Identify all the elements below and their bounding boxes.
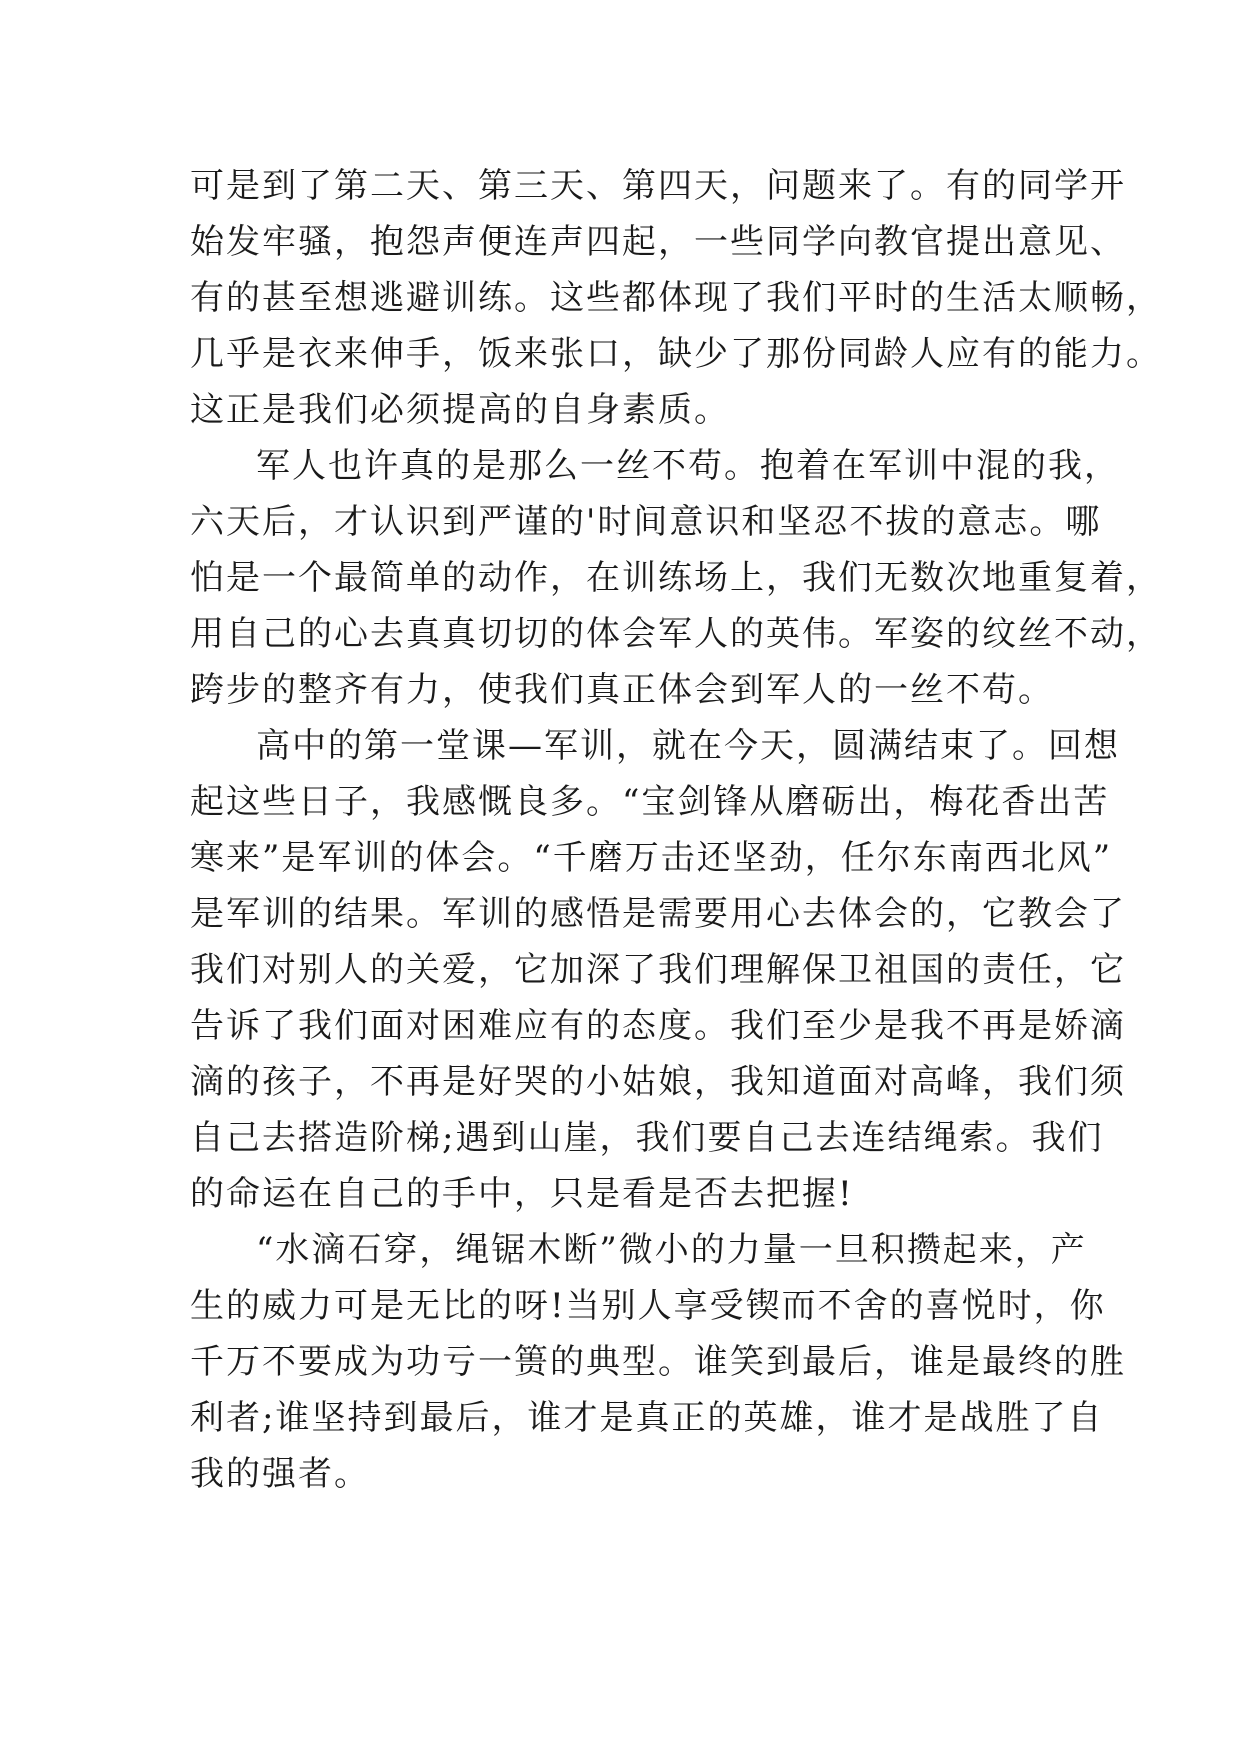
text-line: 是军训的结果。军训的感悟是需要用心去体会的，它教会了 bbox=[190, 894, 1126, 934]
paragraph-first-line: 高中的第一堂课—军训，就在今天，圆满结束了。回想 bbox=[256, 726, 1120, 766]
text-line: 的命运在自己的手中，只是看是否去把握! bbox=[190, 1174, 854, 1214]
text-line: 可是到了第二天、第三天、第四天，问题来了。有的同学开 bbox=[190, 166, 1126, 206]
text-line: 生的威力可是无比的呀!当别人享受锲而不舍的喜悦时，你 bbox=[190, 1286, 1106, 1326]
text-line: 几乎是衣来伸手，饭来张口，缺少了那份同龄人应有的能力。 bbox=[190, 334, 1162, 374]
text-line: 怕是一个最简单的动作，在训练场上，我们无数次地重复着， bbox=[190, 558, 1162, 598]
text-line: 告诉了我们面对困难应有的态度。我们至少是我不再是娇滴 bbox=[190, 1006, 1126, 1046]
text-line: 有的甚至想逃避训练。这些都体现了我们平时的生活太顺畅， bbox=[190, 278, 1162, 318]
text-line: 跨步的整齐有力，使我们真正体会到军人的一丝不苟。 bbox=[190, 670, 1054, 710]
text-line: 我的强者。 bbox=[190, 1454, 370, 1494]
text-line: 这正是我们必须提高的自身素质。 bbox=[190, 390, 730, 430]
text-line: 自己去搭造阶梯;遇到山崖，我们要自己去连结绳索。我们 bbox=[190, 1118, 1104, 1158]
text-line: 千万不要成为功亏一篑的典型。谁笑到最后，谁是最终的胜 bbox=[190, 1342, 1126, 1382]
paragraph-first-line: “水滴石穿，绳锯木断”微小的力量一旦积攒起来，产 bbox=[256, 1230, 1087, 1270]
text-line: 用自己的心去真真切切的体会军人的英伟。军姿的纹丝不动， bbox=[190, 614, 1162, 654]
text-line: 六天后，才认识到严谨的'时间意识和坚忍不拔的意志。哪 bbox=[190, 502, 1102, 542]
text-line: 我们对别人的关爱，它加深了我们理解保卫祖国的责任，它 bbox=[190, 950, 1126, 990]
text-line: 起这些日子，我感慨良多。“宝剑锋从磨砺出，梅花香出苦 bbox=[190, 782, 1110, 822]
text-line: 始发牢骚，抱怨声便连声四起，一些同学向教官提出意见、 bbox=[190, 222, 1126, 262]
text-line: 利者;谁坚持到最后，谁才是真正的英雄，谁才是战胜了自 bbox=[190, 1398, 1104, 1438]
text-line: 滴的孩子，不再是好哭的小姑娘，我知道面对高峰，我们须 bbox=[190, 1062, 1126, 1102]
text-line: 寒来”是军训的体会。“千磨万击还坚劲，任尔东南西北风” bbox=[190, 838, 1113, 878]
paragraph-first-line: 军人也许真的是那么一丝不苟。抱着在军训中混的我， bbox=[256, 446, 1120, 486]
